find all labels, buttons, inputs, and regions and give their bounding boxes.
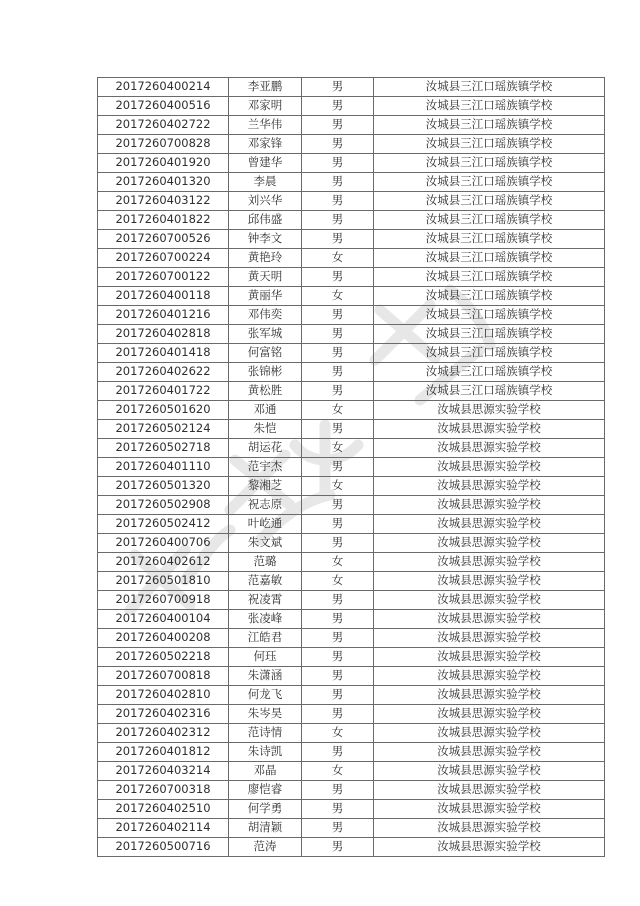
cell-name: 邱伟盛 bbox=[229, 211, 302, 230]
cell-name: 邓晶 bbox=[229, 762, 302, 781]
cell-school: 汝城县三江口瑶族镇学校 bbox=[374, 249, 605, 268]
table-row bbox=[98, 154, 605, 173]
cell-school: 汝城县三江口瑶族镇学校 bbox=[374, 97, 605, 116]
cell-student-id: 2017260402818 bbox=[98, 325, 229, 344]
cell-name: 张锦彬 bbox=[229, 363, 302, 382]
cell-name: 朱岑昊 bbox=[229, 705, 302, 724]
cell-school: 汝城县思源实验学校 bbox=[374, 800, 605, 819]
cell-school: 汝城县思源实验学校 bbox=[374, 629, 605, 648]
cell-student-id: 2017260500716 bbox=[98, 838, 229, 857]
cell-student-id: 2017260700526 bbox=[98, 230, 229, 249]
cell-student-id: 2017260400208 bbox=[98, 629, 229, 648]
table-row bbox=[98, 116, 605, 135]
cell-name: 张军城 bbox=[229, 325, 302, 344]
cell-school: 汝城县三江口瑶族镇学校 bbox=[374, 154, 605, 173]
student-table-body bbox=[98, 78, 605, 857]
cell-school: 汝城县思源实验学校 bbox=[374, 477, 605, 496]
cell-student-id: 2017260401812 bbox=[98, 743, 229, 762]
table-row bbox=[98, 458, 605, 477]
cell-gender: 男 bbox=[302, 325, 374, 344]
table-row bbox=[98, 382, 605, 401]
cell-name: 刘兴华 bbox=[229, 192, 302, 211]
cell-name: 范嘉敏 bbox=[229, 572, 302, 591]
cell-name: 黄艳玲 bbox=[229, 249, 302, 268]
cell-gender: 女 bbox=[302, 249, 374, 268]
cell-name: 兰华伟 bbox=[229, 116, 302, 135]
cell-school: 汝城县思源实验学校 bbox=[374, 439, 605, 458]
table-row bbox=[98, 800, 605, 819]
cell-school: 汝城县三江口瑶族镇学校 bbox=[374, 116, 605, 135]
table-row bbox=[98, 667, 605, 686]
cell-gender: 男 bbox=[302, 610, 374, 629]
cell-gender: 女 bbox=[302, 724, 374, 743]
cell-student-id: 2017260402612 bbox=[98, 553, 229, 572]
cell-school: 汝城县三江口瑶族镇学校 bbox=[374, 78, 605, 97]
cell-gender: 男 bbox=[302, 154, 374, 173]
table-row bbox=[98, 534, 605, 553]
cell-gender: 男 bbox=[302, 192, 374, 211]
cell-student-id: 2017260700828 bbox=[98, 135, 229, 154]
cell-gender: 男 bbox=[302, 819, 374, 838]
cell-gender: 男 bbox=[302, 534, 374, 553]
cell-name: 廖恺睿 bbox=[229, 781, 302, 800]
cell-school: 汝城县三江口瑶族镇学校 bbox=[374, 192, 605, 211]
table-row bbox=[98, 439, 605, 458]
cell-name: 邓家明 bbox=[229, 97, 302, 116]
cell-name: 祝凌霄 bbox=[229, 591, 302, 610]
table-row bbox=[98, 648, 605, 667]
cell-school: 汝城县三江口瑶族镇学校 bbox=[374, 363, 605, 382]
table-row bbox=[98, 781, 605, 800]
cell-name: 黄丽华 bbox=[229, 287, 302, 306]
cell-gender: 女 bbox=[302, 477, 374, 496]
student-roster-table bbox=[97, 77, 605, 857]
table-row bbox=[98, 743, 605, 762]
cell-school: 汝城县思源实验学校 bbox=[374, 534, 605, 553]
cell-school: 汝城县思源实验学校 bbox=[374, 610, 605, 629]
table-row bbox=[98, 211, 605, 230]
cell-school: 汝城县思源实验学校 bbox=[374, 667, 605, 686]
cell-name: 范诗情 bbox=[229, 724, 302, 743]
cell-student-id: 2017260403214 bbox=[98, 762, 229, 781]
cell-school: 汝城县思源实验学校 bbox=[374, 819, 605, 838]
table-row bbox=[98, 819, 605, 838]
table-row bbox=[98, 135, 605, 154]
cell-name: 邓通 bbox=[229, 401, 302, 420]
cell-gender: 男 bbox=[302, 515, 374, 534]
cell-student-id: 2017260700318 bbox=[98, 781, 229, 800]
cell-student-id: 2017260402622 bbox=[98, 363, 229, 382]
table-row bbox=[98, 838, 605, 857]
cell-name: 朱潇涵 bbox=[229, 667, 302, 686]
cell-gender: 男 bbox=[302, 382, 374, 401]
table-row bbox=[98, 686, 605, 705]
cell-student-id: 2017260401320 bbox=[98, 173, 229, 192]
cell-gender: 男 bbox=[302, 458, 374, 477]
cell-school: 汝城县思源实验学校 bbox=[374, 401, 605, 420]
cell-gender: 男 bbox=[302, 781, 374, 800]
cell-gender: 男 bbox=[302, 230, 374, 249]
cell-school: 汝城县三江口瑶族镇学校 bbox=[374, 211, 605, 230]
cell-gender: 男 bbox=[302, 116, 374, 135]
cell-school: 汝城县思源实验学校 bbox=[374, 572, 605, 591]
table-row bbox=[98, 78, 605, 97]
table-row bbox=[98, 192, 605, 211]
table-row bbox=[98, 610, 605, 629]
table-row bbox=[98, 477, 605, 496]
cell-gender: 男 bbox=[302, 173, 374, 192]
cell-student-id: 2017260402316 bbox=[98, 705, 229, 724]
cell-name: 范涛 bbox=[229, 838, 302, 857]
cell-name: 张凌峰 bbox=[229, 610, 302, 629]
cell-name: 邓伟奕 bbox=[229, 306, 302, 325]
cell-gender: 男 bbox=[302, 705, 374, 724]
table-row bbox=[98, 287, 605, 306]
cell-school: 汝城县思源实验学校 bbox=[374, 724, 605, 743]
cell-school: 汝城县思源实验学校 bbox=[374, 686, 605, 705]
cell-student-id: 2017260400214 bbox=[98, 78, 229, 97]
table-row bbox=[98, 363, 605, 382]
cell-school: 汝城县思源实验学校 bbox=[374, 420, 605, 439]
cell-school: 汝城县思源实验学校 bbox=[374, 496, 605, 515]
cell-gender: 女 bbox=[302, 553, 374, 572]
cell-school: 汝城县思源实验学校 bbox=[374, 648, 605, 667]
cell-student-id: 2017260400706 bbox=[98, 534, 229, 553]
cell-name: 朱文斌 bbox=[229, 534, 302, 553]
cell-name: 范璐 bbox=[229, 553, 302, 572]
cell-student-id: 2017260401822 bbox=[98, 211, 229, 230]
cell-name: 朱恺 bbox=[229, 420, 302, 439]
cell-student-id: 2017260401216 bbox=[98, 306, 229, 325]
cell-student-id: 2017260402510 bbox=[98, 800, 229, 819]
cell-gender: 男 bbox=[302, 838, 374, 857]
cell-name: 范宇杰 bbox=[229, 458, 302, 477]
table-row bbox=[98, 496, 605, 515]
cell-school: 汝城县思源实验学校 bbox=[374, 762, 605, 781]
cell-student-id: 2017260501620 bbox=[98, 401, 229, 420]
cell-school: 汝城县三江口瑶族镇学校 bbox=[374, 230, 605, 249]
cell-gender: 男 bbox=[302, 648, 374, 667]
cell-name: 李晨 bbox=[229, 173, 302, 192]
cell-student-id: 2017260700918 bbox=[98, 591, 229, 610]
cell-name: 叶屹通 bbox=[229, 515, 302, 534]
cell-student-id: 2017260401920 bbox=[98, 154, 229, 173]
cell-gender: 男 bbox=[302, 78, 374, 97]
table-row bbox=[98, 173, 605, 192]
table-row bbox=[98, 724, 605, 743]
cell-gender: 男 bbox=[302, 496, 374, 515]
table-row bbox=[98, 325, 605, 344]
cell-student-id: 2017260402312 bbox=[98, 724, 229, 743]
table-row bbox=[98, 268, 605, 287]
cell-name: 胡运花 bbox=[229, 439, 302, 458]
cell-gender: 女 bbox=[302, 401, 374, 420]
cell-school: 汝城县三江口瑶族镇学校 bbox=[374, 173, 605, 192]
cell-student-id: 2017260502908 bbox=[98, 496, 229, 515]
table-row bbox=[98, 629, 605, 648]
table-row bbox=[98, 762, 605, 781]
cell-student-id: 2017260400118 bbox=[98, 287, 229, 306]
cell-student-id: 2017260401722 bbox=[98, 382, 229, 401]
cell-gender: 男 bbox=[302, 268, 374, 287]
cell-gender: 男 bbox=[302, 667, 374, 686]
cell-gender: 男 bbox=[302, 306, 374, 325]
cell-student-id: 2017260502718 bbox=[98, 439, 229, 458]
table-row bbox=[98, 97, 605, 116]
cell-name: 何学勇 bbox=[229, 800, 302, 819]
cell-name: 祝志原 bbox=[229, 496, 302, 515]
table-row bbox=[98, 344, 605, 363]
cell-gender: 男 bbox=[302, 97, 374, 116]
table-row bbox=[98, 230, 605, 249]
cell-school: 汝城县思源实验学校 bbox=[374, 705, 605, 724]
cell-school: 汝城县三江口瑶族镇学校 bbox=[374, 268, 605, 287]
cell-gender: 男 bbox=[302, 800, 374, 819]
cell-student-id: 2017260502124 bbox=[98, 420, 229, 439]
cell-name: 钟李文 bbox=[229, 230, 302, 249]
cell-gender: 男 bbox=[302, 743, 374, 762]
cell-name: 邓家锋 bbox=[229, 135, 302, 154]
cell-gender: 女 bbox=[302, 287, 374, 306]
cell-student-id: 2017260502412 bbox=[98, 515, 229, 534]
table-row bbox=[98, 553, 605, 572]
cell-gender: 女 bbox=[302, 762, 374, 781]
cell-name: 何富铭 bbox=[229, 344, 302, 363]
cell-gender: 男 bbox=[302, 591, 374, 610]
cell-school: 汝城县思源实验学校 bbox=[374, 781, 605, 800]
cell-student-id: 2017260700224 bbox=[98, 249, 229, 268]
cell-gender: 男 bbox=[302, 363, 374, 382]
cell-school: 汝城县思源实验学校 bbox=[374, 838, 605, 857]
cell-name: 黄天明 bbox=[229, 268, 302, 287]
cell-gender: 男 bbox=[302, 629, 374, 648]
cell-gender: 女 bbox=[302, 439, 374, 458]
cell-gender: 男 bbox=[302, 135, 374, 154]
cell-school: 汝城县三江口瑶族镇学校 bbox=[374, 306, 605, 325]
cell-name: 曾建华 bbox=[229, 154, 302, 173]
cell-name: 江皓君 bbox=[229, 629, 302, 648]
cell-name: 何龙飞 bbox=[229, 686, 302, 705]
cell-gender: 男 bbox=[302, 420, 374, 439]
cell-name: 黄松胜 bbox=[229, 382, 302, 401]
cell-student-id: 2017260700122 bbox=[98, 268, 229, 287]
cell-student-id: 2017260402722 bbox=[98, 116, 229, 135]
cell-school: 汝城县思源实验学校 bbox=[374, 743, 605, 762]
cell-student-id: 2017260401110 bbox=[98, 458, 229, 477]
cell-name: 李亚鹏 bbox=[229, 78, 302, 97]
cell-school: 汝城县三江口瑶族镇学校 bbox=[374, 382, 605, 401]
cell-school: 汝城县思源实验学校 bbox=[374, 515, 605, 534]
cell-name: 朱诗凯 bbox=[229, 743, 302, 762]
cell-gender: 男 bbox=[302, 686, 374, 705]
cell-name: 何珏 bbox=[229, 648, 302, 667]
cell-student-id: 2017260401418 bbox=[98, 344, 229, 363]
cell-school: 汝城县思源实验学校 bbox=[374, 591, 605, 610]
cell-student-id: 2017260402114 bbox=[98, 819, 229, 838]
cell-gender: 男 bbox=[302, 344, 374, 363]
cell-student-id: 2017260502218 bbox=[98, 648, 229, 667]
cell-school: 汝城县三江口瑶族镇学校 bbox=[374, 344, 605, 363]
table-row bbox=[98, 591, 605, 610]
table-row bbox=[98, 401, 605, 420]
table-row bbox=[98, 249, 605, 268]
cell-student-id: 2017260400516 bbox=[98, 97, 229, 116]
cell-school: 汝城县思源实验学校 bbox=[374, 553, 605, 572]
cell-school: 汝城县三江口瑶族镇学校 bbox=[374, 287, 605, 306]
table-row bbox=[98, 306, 605, 325]
cell-school: 汝城县思源实验学校 bbox=[374, 458, 605, 477]
cell-gender: 男 bbox=[302, 211, 374, 230]
table-row bbox=[98, 705, 605, 724]
cell-student-id: 2017260700818 bbox=[98, 667, 229, 686]
cell-student-id: 2017260501320 bbox=[98, 477, 229, 496]
cell-gender: 女 bbox=[302, 572, 374, 591]
table-row bbox=[98, 420, 605, 439]
cell-name: 黎湘芝 bbox=[229, 477, 302, 496]
table-row bbox=[98, 515, 605, 534]
table-row bbox=[98, 572, 605, 591]
cell-school: 汝城县三江口瑶族镇学校 bbox=[374, 325, 605, 344]
cell-student-id: 2017260400104 bbox=[98, 610, 229, 629]
cell-student-id: 2017260402810 bbox=[98, 686, 229, 705]
cell-student-id: 2017260501810 bbox=[98, 572, 229, 591]
cell-name: 胡清颖 bbox=[229, 819, 302, 838]
cell-student-id: 2017260403122 bbox=[98, 192, 229, 211]
cell-school: 汝城县三江口瑶族镇学校 bbox=[374, 135, 605, 154]
